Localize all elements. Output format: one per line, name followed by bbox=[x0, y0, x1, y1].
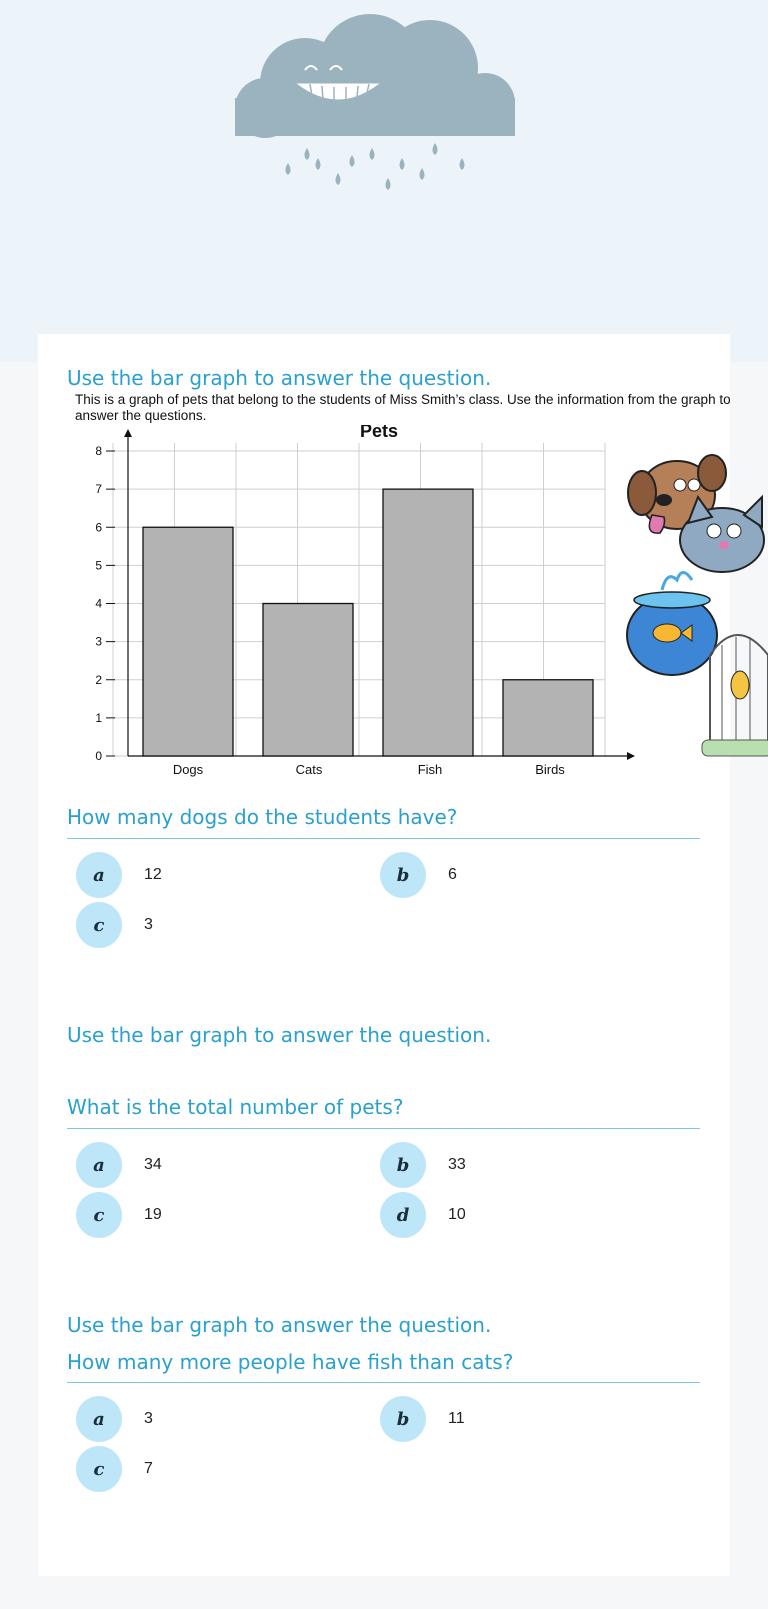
bar-fish bbox=[383, 489, 473, 756]
option-letter-badge: a bbox=[76, 1142, 122, 1188]
question-1-prompt: How many dogs do the students have? bbox=[67, 805, 458, 829]
divider bbox=[67, 838, 700, 839]
x-tick-label: Dogs bbox=[172, 762, 204, 777]
y-axis-arrow bbox=[124, 429, 132, 437]
y-tick-label: 4 bbox=[95, 596, 102, 611]
question-1-heading: Use the bar graph to answer the question. bbox=[67, 366, 492, 390]
answer-option[interactable] bbox=[380, 852, 457, 898]
answer-option[interactable] bbox=[76, 1446, 153, 1492]
bar-cats bbox=[263, 604, 353, 757]
answer-option[interactable] bbox=[380, 1396, 465, 1442]
option-letter-badge: a bbox=[76, 1396, 122, 1442]
y-tick-label: 8 bbox=[95, 444, 102, 458]
y-tick-label: 5 bbox=[95, 558, 102, 573]
question-1-description: This is a graph of pets that belong to the students of Miss Smith’s class. Use the information from the graph to answer the questions. bbox=[75, 392, 731, 423]
y-tick-label: 7 bbox=[95, 482, 102, 497]
option-text: 11 bbox=[448, 1410, 465, 1427]
divider bbox=[67, 1382, 700, 1383]
question-3-prompt: How many more people have fish than cats? bbox=[67, 1350, 514, 1374]
option-text: 7 bbox=[144, 1460, 153, 1477]
pets-bar-chart bbox=[75, 425, 645, 795]
answer-option[interactable] bbox=[380, 1192, 466, 1238]
option-letter-badge: c bbox=[76, 902, 122, 948]
bar-birds bbox=[503, 680, 593, 756]
option-letter-badge: b bbox=[380, 1142, 426, 1188]
smiling-cloud-illustration bbox=[230, 8, 530, 208]
option-text: 6 bbox=[448, 866, 457, 883]
option-letter-badge: c bbox=[76, 1446, 122, 1492]
x-tick-label: Birds bbox=[535, 762, 565, 777]
x-tick-label: Cats bbox=[295, 762, 323, 777]
y-tick-label: 2 bbox=[95, 672, 102, 687]
answer-option[interactable] bbox=[76, 1142, 162, 1188]
option-text: 3 bbox=[144, 916, 153, 933]
answer-option[interactable] bbox=[380, 1142, 466, 1188]
option-text: 12 bbox=[144, 866, 162, 883]
option-text: 33 bbox=[448, 1156, 466, 1173]
option-text: 34 bbox=[144, 1156, 162, 1173]
y-tick-label: 1 bbox=[95, 710, 102, 725]
option-letter-badge: d bbox=[380, 1192, 426, 1238]
option-letter-badge: b bbox=[380, 852, 426, 898]
option-text: 10 bbox=[448, 1206, 466, 1223]
answer-option[interactable] bbox=[76, 1396, 153, 1442]
y-tick-label: 3 bbox=[95, 634, 102, 649]
divider bbox=[67, 1128, 700, 1129]
y-tick-label: 6 bbox=[95, 520, 102, 535]
answer-option[interactable] bbox=[76, 1192, 162, 1238]
question-2-prompt: What is the total number of pets? bbox=[67, 1095, 404, 1119]
header-banner bbox=[0, 0, 768, 362]
y-tick-label: 0 bbox=[95, 749, 102, 763]
option-letter-badge: c bbox=[76, 1192, 122, 1238]
option-text: 19 bbox=[144, 1206, 162, 1223]
option-letter-badge: b bbox=[380, 1396, 426, 1442]
answer-option[interactable] bbox=[76, 852, 162, 898]
bar-dogs bbox=[143, 527, 233, 756]
option-text: 3 bbox=[144, 1410, 153, 1427]
x-tick-label: Fish bbox=[417, 762, 443, 777]
question-2-heading: Use the bar graph to answer the question. bbox=[67, 1023, 492, 1047]
question-3-heading: Use the bar graph to answer the question. bbox=[67, 1313, 492, 1337]
chart-title: Pets bbox=[359, 425, 399, 441]
pets-illustration bbox=[622, 445, 768, 775]
option-letter-badge: a bbox=[76, 852, 122, 898]
answer-option[interactable] bbox=[76, 902, 153, 948]
